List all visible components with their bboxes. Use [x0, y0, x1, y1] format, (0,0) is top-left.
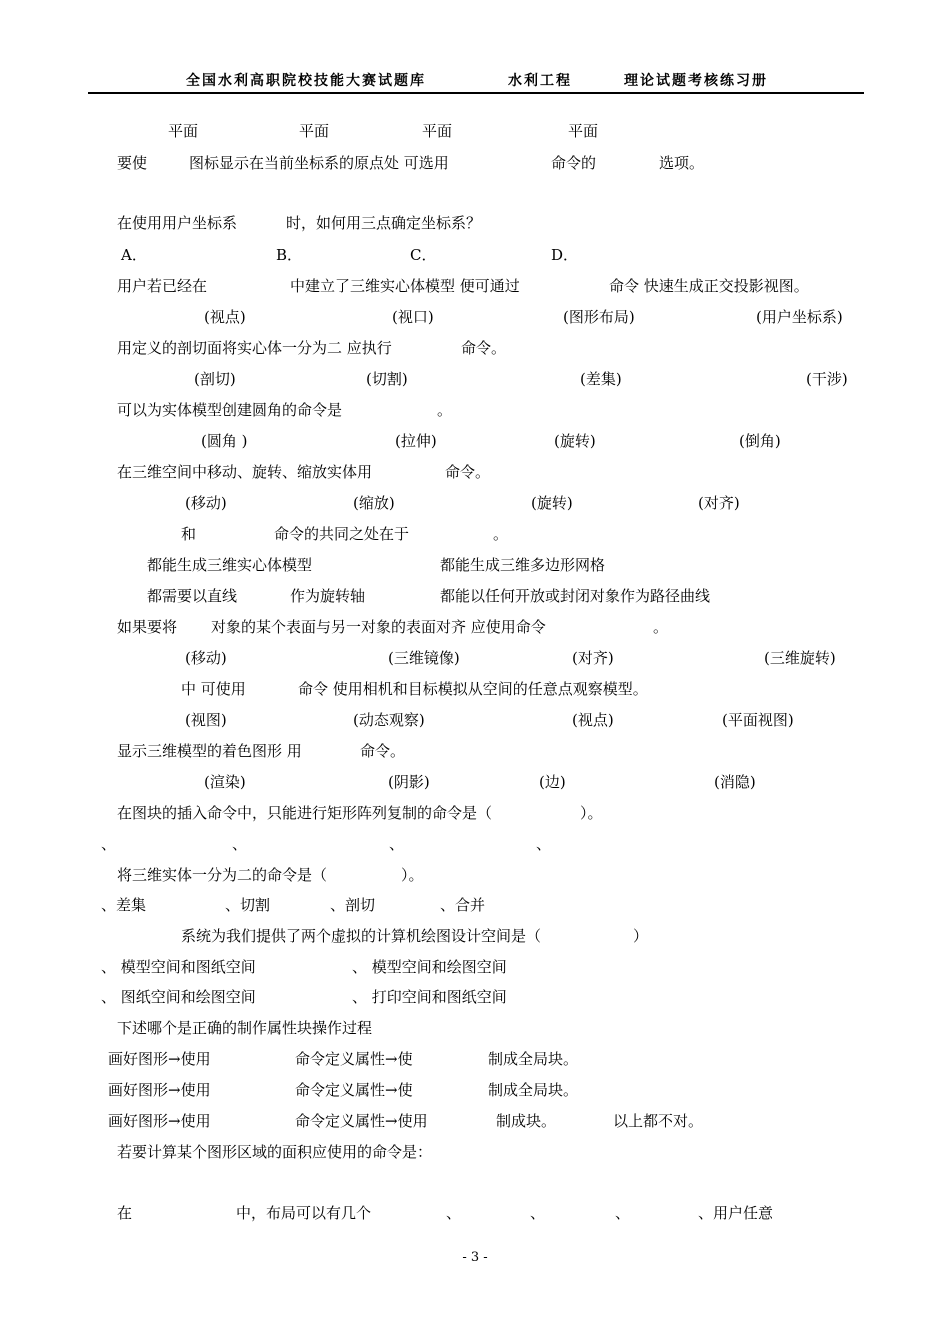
text-line-28-part-0: 下述哪个是正确的制作属性块操作过程 [117, 1019, 373, 1037]
text-line-12-part-2: 。 [493, 525, 509, 543]
text-line-1-part-0: 要使 [117, 154, 148, 172]
page-header [0, 70, 950, 90]
text-line-32-part-0: 若要计算某个图形区域的面积应使用的命令是： [117, 1143, 433, 1161]
text-line-22-part-2: 、 [389, 835, 405, 853]
text-line-0-part-2: 平面 [422, 122, 453, 140]
text-line-27-part-0: 、 图纸空间和绘图空间 [101, 988, 256, 1006]
text-line-3-part-0: A． [121, 246, 147, 264]
text-line-30-part-0: 画好图形→使用 [108, 1081, 211, 1099]
text-line-14-part-1: 作为旋转轴 [290, 587, 366, 605]
text-line-5-part-2: (图形布局) [563, 308, 635, 326]
text-line-29-part-2: 制成全局块。 [488, 1050, 579, 1068]
text-line-20-part-0: (渲染) [204, 773, 246, 791]
text-line-27-part-1: 、 打印空间和图纸空间 [352, 988, 507, 1006]
text-line-4-part-2: 命令 快速生成正交投影视图。 [609, 277, 809, 295]
text-line-26-part-1: 、 模型空间和绘图空间 [352, 958, 507, 976]
text-line-18-part-0: (视图) [185, 711, 227, 729]
text-line-2-part-1: 时，如何用三点确定坐标系？ [286, 214, 482, 232]
page-number: - 3 - [462, 1250, 488, 1265]
text-line-0-part-1: 平面 [299, 122, 330, 140]
text-line-31-part-1: 命令定义属性→使用 [295, 1112, 428, 1130]
header-rule [88, 92, 864, 94]
text-line-16-part-1: (三维镜像) [388, 649, 460, 667]
text-line-3-part-3: D． [551, 246, 579, 264]
text-line-30-part-1: 命令定义属性→使 [295, 1081, 413, 1099]
text-line-11-part-1: (缩放) [353, 494, 395, 512]
text-line-5-part-1: (视口) [392, 308, 434, 326]
text-line-22-part-0: 、 [101, 835, 117, 853]
text-line-4-part-0: 用户若已经在 [117, 277, 208, 295]
text-line-18-part-3: (平面视图) [722, 711, 794, 729]
text-line-8-part-0: 可以为实体模型创建圆角的命令是 [117, 401, 343, 419]
text-line-17-part-1: 命令 使用相机和目标模拟从空间的任意点观察模型。 [298, 680, 648, 698]
text-line-33-part-4: 、 [615, 1204, 631, 1222]
text-line-20-part-1: (阴影) [388, 773, 430, 791]
text-line-7-part-3: (干涉) [806, 370, 848, 388]
text-line-9-part-3: (倒角) [739, 432, 781, 450]
text-line-12-part-1: 命令的共同之处在于 [274, 525, 410, 543]
text-line-20-part-3: (消隐) [714, 773, 756, 791]
text-line-18-part-2: (视点) [572, 711, 614, 729]
text-line-4-part-1: 中建立了三维实心体模型 便可通过 [290, 277, 520, 295]
text-line-3-part-2: C． [410, 246, 437, 264]
text-line-31-part-2: 制成块。 [496, 1112, 557, 1130]
text-line-0-part-0: 平面 [168, 122, 199, 140]
text-line-12-part-0: 和 [181, 525, 197, 543]
text-line-22-part-1: 、 [232, 835, 248, 853]
text-line-1-part-3: 选项。 [659, 154, 705, 172]
text-line-10-part-0: 在三维空间中移动、旋转、缩放实体用 [117, 463, 373, 481]
text-line-1-part-1: 图标显示在当前坐标系的原点处 可选用 [189, 154, 449, 172]
text-line-11-part-2: (旋转) [531, 494, 573, 512]
text-line-6-part-0: 用定义的剖切面将实心体一分为二 应执行 [117, 339, 392, 357]
text-line-14-part-2: 都能以任何开放或封闭对象作为路径曲线 [440, 587, 711, 605]
text-line-7-part-2: (差集) [580, 370, 622, 388]
text-line-24-part-0: 、差集 [101, 896, 147, 914]
text-line-5-part-0: (视点) [204, 308, 246, 326]
text-line-15-part-0: 如果要将 [117, 618, 178, 636]
text-line-33-part-5: 、用户任意 [698, 1204, 774, 1222]
text-line-11-part-3: (对齐) [698, 494, 740, 512]
text-line-33-part-2: 、 [446, 1204, 462, 1222]
header-left-title: 全国水利高职院校技能大赛试题库 [186, 73, 426, 89]
text-line-16-part-0: (移动) [185, 649, 227, 667]
text-line-22-part-3: 、 [536, 835, 552, 853]
text-line-2-part-0: 在使用用户坐标系 [117, 214, 238, 232]
text-line-9-part-0: (圆角 ) [201, 432, 248, 450]
text-line-31-part-3: 以上都不对。 [613, 1112, 704, 1130]
text-line-30-part-2: 制成全局块。 [488, 1081, 579, 1099]
text-line-3-part-1: B． [276, 246, 303, 264]
text-line-15-part-2: 。 [653, 618, 669, 636]
text-line-29-part-1: 命令定义属性→使 [295, 1050, 413, 1068]
text-line-20-part-2: (边) [539, 773, 566, 791]
text-line-7-part-1: (切割) [366, 370, 408, 388]
text-line-8-part-1: 。 [437, 401, 453, 419]
text-line-16-part-3: (三维旋转) [764, 649, 836, 667]
text-line-24-part-1: 、切割 [225, 896, 271, 914]
text-line-21-part-0: 在图块的插入命令中，只能进行矩形阵列复制的命令是（ [117, 804, 493, 822]
text-line-23-part-1: ）。 [401, 866, 424, 884]
text-line-13-part-0: 都能生成三维实心体模型 [147, 556, 313, 574]
text-line-9-part-1: (拉伸) [395, 432, 437, 450]
text-line-7-part-0: (剖切) [194, 370, 236, 388]
text-line-31-part-0: 画好图形→使用 [108, 1112, 211, 1130]
text-line-29-part-0: 画好图形→使用 [108, 1050, 211, 1068]
text-line-0-part-3: 平面 [568, 122, 599, 140]
text-line-24-part-2: 、剖切 [330, 896, 376, 914]
text-line-11-part-0: (移动) [185, 494, 227, 512]
text-line-15-part-1: 对象的某个表面与另一对象的表面对齐 应使用命令 [211, 618, 546, 636]
text-line-14-part-0: 都需要以直线 [147, 587, 238, 605]
text-line-1-part-2: 命令的 [551, 154, 597, 172]
text-line-33-part-1: 中，布局可以有几个 [236, 1204, 372, 1222]
text-line-10-part-1: 命令。 [445, 463, 491, 481]
text-line-25-part-1: ） [633, 927, 649, 945]
text-line-5-part-3: (用户坐标系) [756, 308, 843, 326]
text-line-19-part-0: 显示三维模型的着色图形 用 [117, 742, 302, 760]
text-line-16-part-2: (对齐) [572, 649, 614, 667]
text-line-33-part-3: 、 [530, 1204, 546, 1222]
text-line-6-part-1: 命令。 [461, 339, 507, 357]
text-line-9-part-2: (旋转) [554, 432, 596, 450]
text-line-21-part-1: ）。 [580, 804, 603, 822]
text-line-23-part-0: 将三维实体一分为二的命令是（ [117, 866, 328, 884]
text-line-26-part-0: 、 模型空间和图纸空间 [101, 958, 256, 976]
header-right-title: 理论试题考核练习册 [624, 73, 768, 89]
header-subject: 水利工程 [508, 73, 572, 89]
text-line-33-part-0: 在 [117, 1204, 133, 1222]
text-line-25-part-0: 系统为我们提供了两个虚拟的计算机绘图设计空间是（ [181, 927, 542, 945]
text-line-18-part-1: (动态观察) [353, 711, 425, 729]
text-line-24-part-3: 、合并 [440, 896, 486, 914]
text-line-13-part-1: 都能生成三维多边形网格 [440, 556, 606, 574]
text-line-19-part-1: 命令。 [360, 742, 406, 760]
text-line-17-part-0: 中 可使用 [181, 680, 246, 698]
